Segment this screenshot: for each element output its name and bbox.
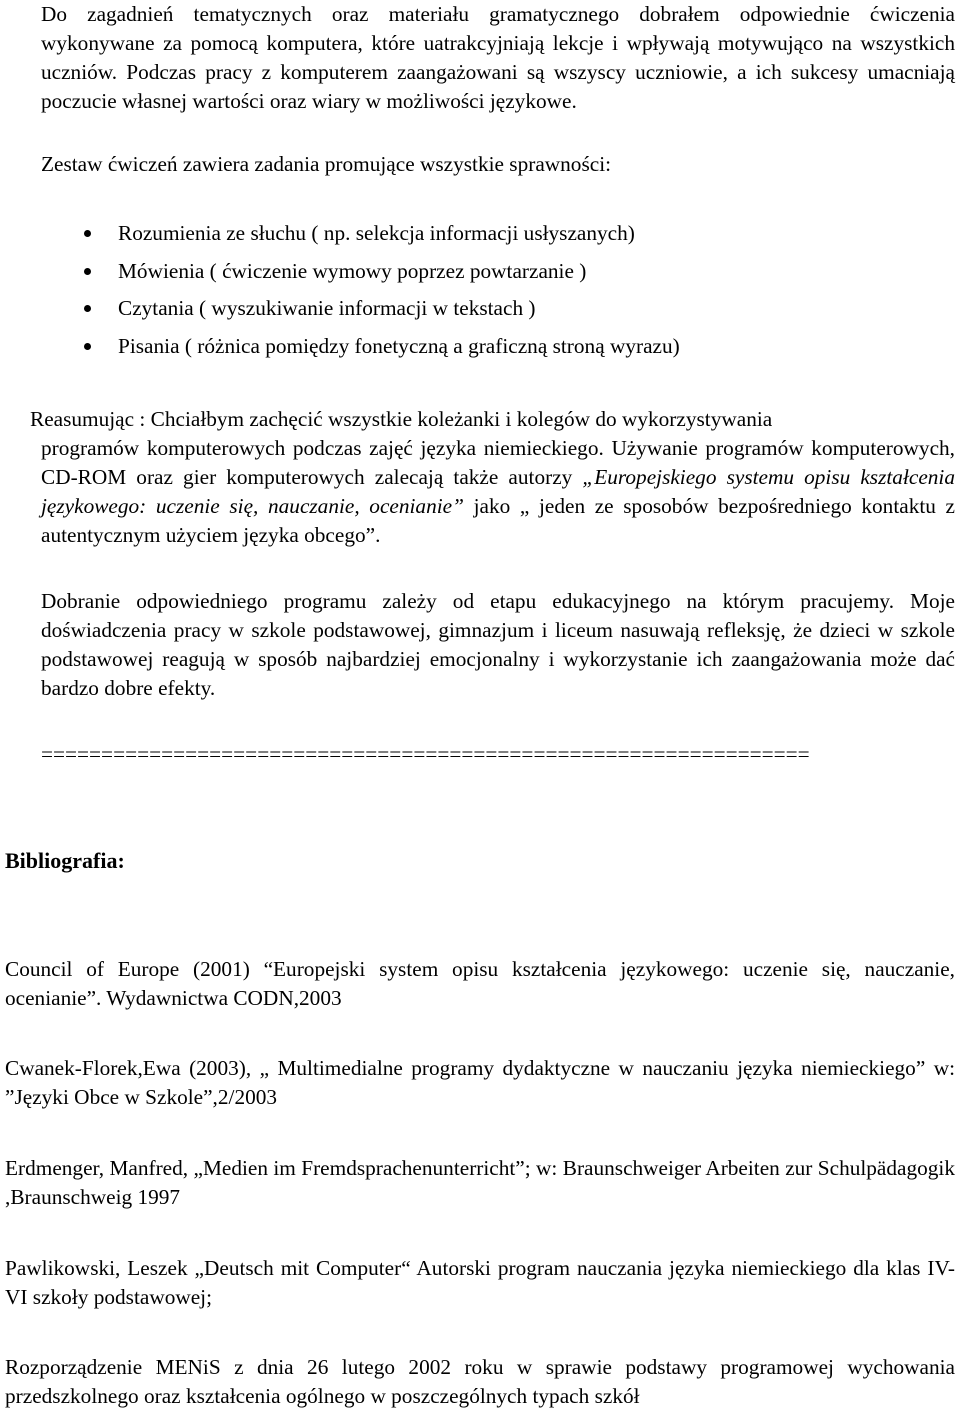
- bibliography-heading: Bibliografia:: [5, 848, 125, 873]
- bibliography-entry: Cwanek-Florek,Ewa (2003), „ Multimedialne programy dydaktyczne w nauczaniu języka niemieckiego” w: ”Języki Obce w Szkole”,2/2003: [5, 1056, 955, 1109]
- skills-intro: Zestaw ćwiczeń zawiera zadania promujące wszystkie sprawności:: [41, 152, 612, 176]
- bullet-icon: [84, 268, 91, 275]
- summary-text-2: jako „ jeden ze sposobów bezpośredniego kontaktu z autentycznym użyciem języka obcego”.: [41, 494, 956, 547]
- summary-lead: Reasumując : Chciałbym zachęcić wszystkie koleżanki i kolegów do wykorzystywania: [30, 407, 773, 431]
- bullet-icon: [84, 230, 91, 237]
- separator-line: ================================================================: [41, 742, 810, 766]
- skill-label: Rozumienia ze słuchu ( np. selekcja informacji usłyszanych): [118, 221, 635, 245]
- skill-label: Mówienia ( ćwiczenie wymowy poprzez powtarzanie ): [118, 258, 587, 283]
- bullet-icon: [84, 305, 91, 312]
- summary-cited-title: „Europejskiego systemu opisu kształcenia językowego: uczenie się, nauczanie, ocenianie”: [41, 465, 955, 518]
- skill-label: Czytania ( wyszukiwanie informacji w tekstach ): [118, 296, 536, 320]
- intro-paragraph: Do zagadnień tematycznych oraz materiału gramatycznego dobrałem odpowiednie ćwiczenia wykonywane za pomocą komputera, które uatrakcyjniają lekcje i wpływają motywująco na wszystkich uczniów. Podczas pracy z komputerem zaangażowani są wszyscy uczniowie, a ich sukcesy umacniają poczucie własnej wartości oraz wiary w możliwości językowe.: [41, 2, 955, 113]
- program-choice-paragraph: Dobranie odpowiedniego programu zależy od etapu edukacyjnego na którym pracujemy. Moje doświadczenia pracy w szkole podstawowej, gimnazjum i liceum nasuwają refleksję, że dzieci w szkole podstawowej reagują w sposób najbardziej emocjonalny i wykorzystanie ich zaangażowania może dać bardzo dobre efekty.: [41, 589, 955, 700]
- bibliography-entry: Erdmenger, Manfred, „Medien im Fremdsprachenunterricht”; w: Braunschweiger Arbeiten zur Schulpädagogik ,Braunschweig 1997: [5, 1156, 955, 1209]
- skill-label: Pisania ( różnica pomiędzy fonetyczną a graficzną stroną wyrazu): [118, 333, 680, 358]
- bullet-icon: [84, 343, 91, 350]
- bibliography-entry: Pawlikowski, Leszek „Deutsch mit Computer“ Autorski program nauczania języka niemieckiego dla klas IV-VI szkoły podstawowej;: [5, 1256, 955, 1309]
- list-item: [80, 332, 940, 370]
- list-item: [80, 294, 940, 332]
- list-item: [80, 219, 940, 257]
- summary-text-1: programów komputerowych podczas zajęć języka niemieckiego. Używanie programów komputerowych, CD-ROM oraz gier komputerowych zalecają także autorzy: [41, 436, 955, 489]
- bibliography-entry: Rozporządzenie MENiS z dnia 26 lutego 2002 roku w sprawie podstawy programowej wychowania przedszkolnego oraz kształcenia ogólnego w poszczególnych typach szkół: [5, 1355, 955, 1408]
- summary-paragraph: [30, 405, 955, 550]
- summary-body: [30, 434, 955, 550]
- list-item: [80, 257, 940, 295]
- skills-list: [80, 219, 940, 369]
- bibliography-entry: Council of Europe (2001) “Europejski system opisu kształcenia językowego: uczenie się, nauczanie, ocenianie”. Wydawnictwa CODN,2003: [5, 957, 955, 1010]
